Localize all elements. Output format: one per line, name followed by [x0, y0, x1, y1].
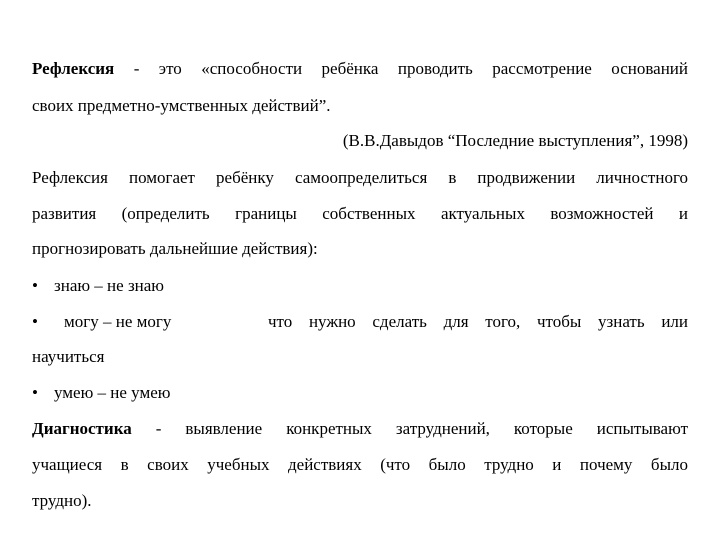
diagnostics-line-2: учащиеся в своих учебных действиях (что было трудно и почему было: [32, 455, 688, 474]
bullet-text: могу – не могу: [64, 312, 172, 331]
reflection-help-line-1: Рефлексия помогает ребёнку самоопределиться в продвижении личностного: [32, 168, 688, 187]
bullet-marker: •: [32, 312, 38, 331]
bullet-marker: •: [32, 276, 38, 295]
bullet-left: [32, 311, 171, 333]
diagnostics-line-1: [32, 418, 688, 440]
diagnostics-text: - выявление конкретных затруднений, которые испытывают: [131, 419, 688, 438]
bullet-item-able: [32, 382, 688, 404]
reflection-definition-line-1: [32, 58, 688, 80]
bullet-item-know: [32, 275, 688, 297]
bullet-continuation: научиться: [32, 347, 105, 366]
bullet-text: умею – не умею: [54, 383, 171, 402]
reflection-definition-text: - это «способности ребёнка проводить рассмотрение оснований: [114, 59, 688, 78]
bullet-right-text: что нужно сделать для того, чтобы узнать или: [268, 312, 688, 331]
diagnostics-line-3: трудно).: [32, 491, 92, 510]
reflection-term: Рефлексия: [32, 59, 115, 78]
reflection-help-line-3: прогнозировать дальнейшие действия):: [32, 239, 318, 258]
reflection-help-line-2: развития (определить границы собственных актуальных возможностей и: [32, 204, 688, 223]
citation: (В.В.Давыдов “Последние выступления”, 1998): [342, 131, 688, 150]
bullet-text: знаю – не знаю: [54, 276, 165, 295]
bullet-item-can: [32, 311, 688, 333]
reflection-definition-line-2: своих предметно-умственных действий”.: [32, 96, 331, 115]
diagnostics-term: Диагностика: [32, 419, 132, 438]
bullet-marker: •: [32, 383, 38, 402]
